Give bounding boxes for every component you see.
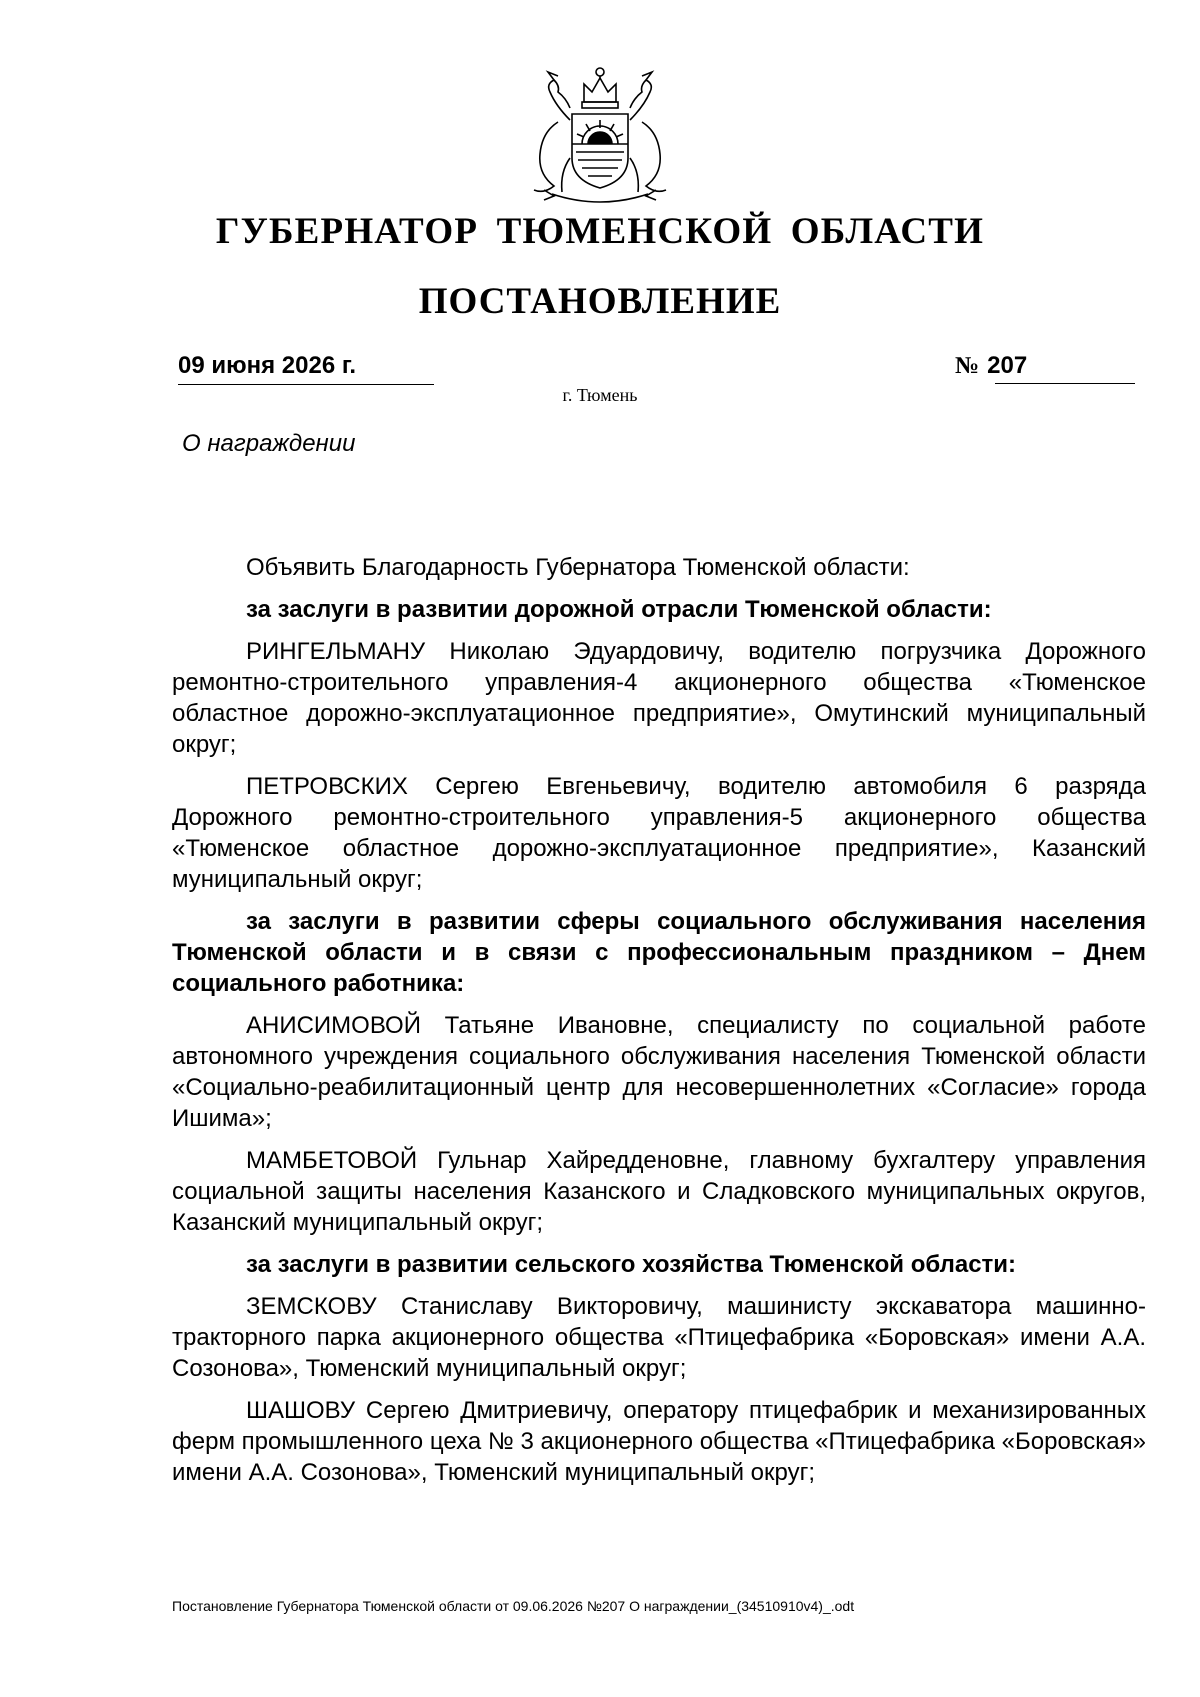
award-entry: МАМБЕТОВОЙ Гульнар Хайредденовне, главному бухгалтеру управления социальной защиты населения Казанского и Сладковского муниципальных округов, Казанский муниципальный округ; [172, 1147, 1146, 1236]
award-entry: ЗЕМСКОВУ Станиславу Викторовичу, машинисту экскаватора машинно-тракторного парка акционерного общества «Птицефабрика «Боровская» имени А.А. Созонова», Тюменский муниципальный округ; [172, 1293, 1146, 1382]
document-footer: Постановление Губернатора Тюменской области от 09.06.2026 №207 О награждении_(34510910v4)_.odt [172, 1598, 855, 1614]
number-sign: № [955, 353, 980, 379]
authority-title: ГУБЕРНАТОР ТЮМЕНСКОЙ ОБЛАСТИ [215, 211, 985, 252]
document-date: 09 июня 2026 г. [178, 352, 434, 385]
document-subject: О награждении [182, 430, 356, 457]
coat-of-arms-icon [514, 62, 686, 210]
number-underline [995, 383, 1135, 384]
award-entry: ПЕТРОВСКИХ Сергею Евгеньевичу, водителю автомобиля 6 разряда Дорожного ремонтно-строительного управления-5 акционерного общества «Тюменское областное дорожно-эксплуатационное предприятие», Казанский муниципальный округ; [172, 773, 1146, 893]
document-city: г. Тюмень [562, 385, 638, 405]
body-intro: Объявить Благодарность Губернатора Тюменской области: [246, 554, 910, 581]
award-entry: РИНГЕЛЬМАНУ Николаю Эдуардовичу, водителю погрузчика Дорожного ремонтно-строительного управления-4 акционерного общества «Тюменское областное дорожно-эксплуатационное предприятие», Омутинский муниципальный округ; [172, 638, 1146, 758]
document-type-title: ПОСТАНОВЛЕНИЕ [418, 281, 782, 322]
award-entry: ШАШОВУ Сергею Дмитриевичу, оператору птицефабрик и механизированных ферм промышленного цеха № 3 акционерного общества «Птицефабрика «Боровская» имени А.А. Созонова», Тюменский муниципальный округ; [172, 1397, 1146, 1486]
document-number: 207 [987, 352, 1028, 379]
document-number-block [955, 352, 1135, 384]
document-body [172, 552, 1146, 1499]
award-entry: АНИСИМОВОЙ Татьяне Ивановне, специалисту по социальной работе автономного учреждения социального обслуживания населения Тюменской области «Социально-реабилитационный центр для несовершеннолетних «Согласие» города Ишима»; [172, 1012, 1146, 1132]
section-heading: за заслуги в развитии сельского хозяйства Тюменской области: [246, 1251, 1017, 1278]
section-heading: за заслуги в развитии дорожной отрасли Тюменской области: [246, 596, 992, 623]
section-heading: за заслуги в развитии сферы социального обслуживания населения Тюменской области и в связи с профессиональным праздником – Днем социального работника: [172, 908, 1146, 997]
